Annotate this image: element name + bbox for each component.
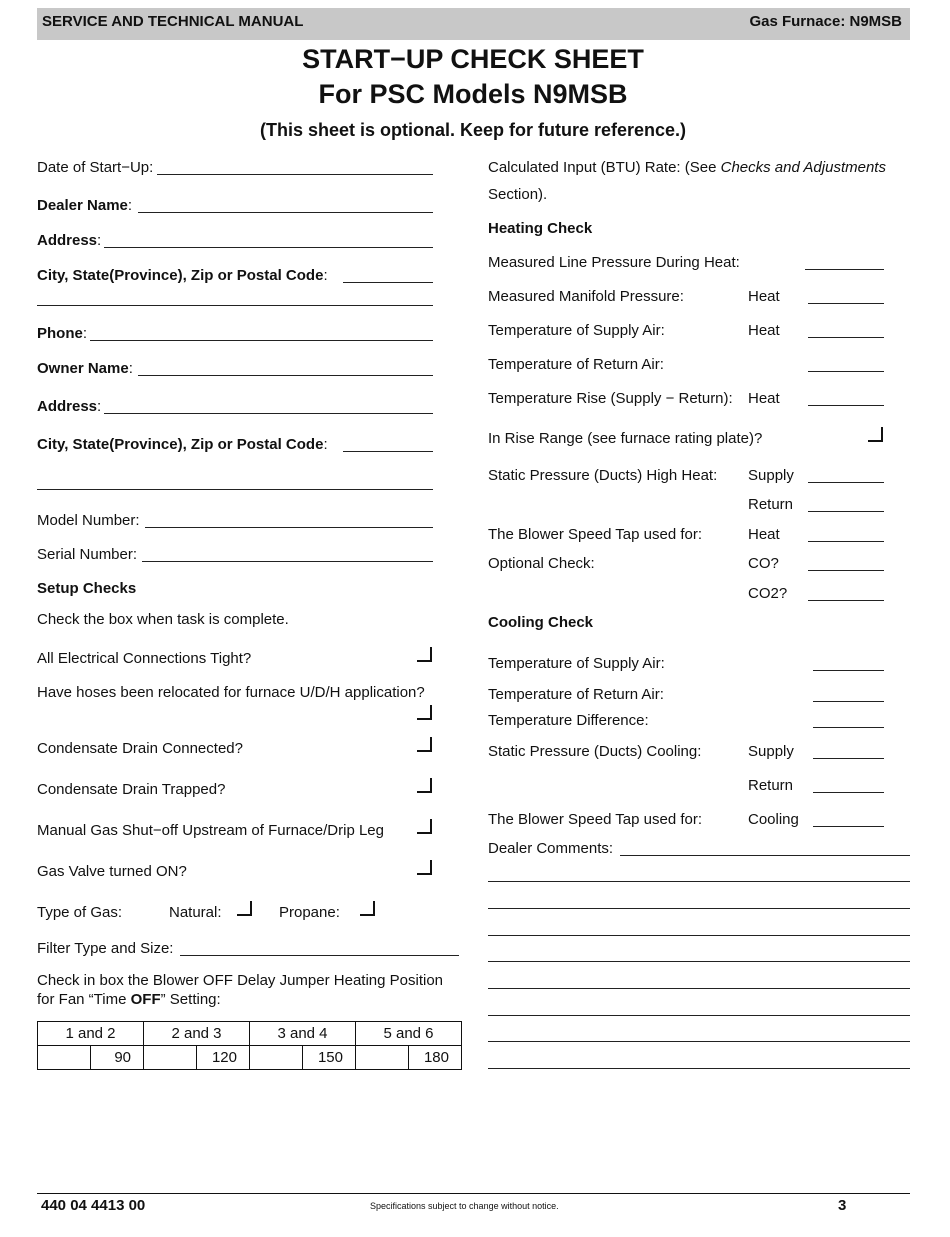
line-pressure-field[interactable] [805,269,884,270]
check-label-drain-connected: Condensate Drain Connected? [37,740,243,757]
blower-tap-cool-label: The Blower Speed Tap used for: [488,811,703,828]
dealer-comments-label: Dealer Comments: [488,840,614,857]
table-checkbox-cell[interactable] [250,1046,303,1070]
return-air-cool-field[interactable] [813,701,884,702]
model-title: Gas Furnace: N9MSB [749,13,902,30]
manual-title: SERVICE AND TECHNICAL MANUAL [42,13,304,30]
manifold-pressure-field[interactable] [808,303,884,304]
comments-line[interactable] [488,988,910,989]
static-cool-return-field[interactable] [813,792,884,793]
dealer-address-field[interactable] [104,247,433,248]
serial-number-label: Serial Number: [37,546,138,563]
check-label-drain-trapped: Condensate Drain Trapped? [37,781,226,798]
comments-line[interactable] [488,1041,910,1042]
filter-label: Filter Type and Size: [37,940,174,957]
checkbox-hoses[interactable] [417,705,432,720]
calc-input-label: Calculated Input (BTU) Rate: (See Checks and Adjustments [488,159,886,176]
natural-label: Natural: [169,904,222,921]
optional-note: (This sheet is optional. Keep for future reference.) [259,120,687,140]
dealer-name-field[interactable] [138,212,433,213]
table-header: 3 and 4 [250,1022,356,1046]
table-value: 180 [409,1046,462,1070]
calc-input-label-2: Section). [488,186,548,203]
manifold-heat-label: Heat [748,288,780,305]
table-header: 2 and 3 [144,1022,250,1046]
co-label: CO? [748,555,779,572]
dealer-name-label: Dealer Name: [37,197,133,214]
comments-line[interactable] [620,855,910,856]
blower-delay-instruction: Check in box the Blower OFF Delay Jumper Heating Position [37,972,444,989]
checkbox-natural[interactable] [237,901,252,916]
serial-number-field[interactable] [142,561,433,562]
dealer-city-field-2[interactable] [37,305,433,306]
comments-line[interactable] [488,1015,910,1016]
temp-rise-field[interactable] [808,405,884,406]
temp-rise-label: Temperature Rise (Supply − Return): [488,390,733,407]
line-pressure-label: Measured Line Pressure During Heat: [488,254,740,271]
static-heat-supply-field[interactable] [808,482,884,483]
table-value: 90 [91,1046,144,1070]
check-label-gas-valve: Gas Valve turned ON? [37,863,187,880]
checkbox-drain-trapped[interactable] [417,778,432,793]
check-label-gas-shutoff: Manual Gas Shut−off Upstream of Furnace/Drip Leg [37,822,384,839]
supply-air-heat-field[interactable] [808,337,884,338]
checkbox-drain-connected[interactable] [417,737,432,752]
return-air-cool-label: Temperature of Return Air: [488,686,664,703]
page-subtitle: For PSC Models N9MSB [318,79,628,109]
blower-tap-heat-label: The Blower Speed Tap used for: [488,526,703,543]
static-heat-return-field[interactable] [808,511,884,512]
owner-name-field[interactable] [138,375,433,376]
filter-field[interactable] [180,955,459,956]
table-header: 5 and 6 [356,1022,462,1046]
checkbox-propane[interactable] [360,901,375,916]
table-checkbox-cell[interactable] [38,1046,91,1070]
co-field[interactable] [808,570,884,571]
blower-delay-table [37,1021,462,1070]
static-cool-supply-label: Supply [748,743,794,760]
table-value: 120 [197,1046,250,1070]
static-cool-return-label: Return [748,777,794,794]
page-title: START−UP CHECK SHEET [302,44,644,74]
setup-checks-heading: Setup Checks [37,580,137,597]
comments-line[interactable] [488,1068,910,1069]
manifold-pressure-label: Measured Manifold Pressure: [488,288,684,305]
blower-delay-instruction-2: for Fan “Time OFF” Setting: [37,991,221,1008]
return-air-heat-label: Temperature of Return Air: [488,356,664,373]
model-number-field[interactable] [145,527,433,528]
supply-air-heat-label: Temperature of Supply Air: [488,322,665,339]
return-air-heat-field[interactable] [808,371,884,372]
co2-label: CO2? [748,585,788,602]
cooling-check-heading: Cooling Check [488,614,594,631]
dealer-city-label: City, State(Province), Zip or Postal Code: [37,267,328,284]
dealer-city-field[interactable] [343,282,433,283]
gas-type-label: Type of Gas: [37,904,123,921]
blower-tap-heat-field[interactable] [808,541,884,542]
propane-label: Propane: [279,904,340,921]
phone-label: Phone: [37,325,88,342]
dealer-address-label: Address: [37,232,102,249]
static-heat-supply-label: Supply [748,467,794,484]
owner-name-label: Owner Name: [37,360,133,377]
static-cool-supply-field[interactable] [813,758,884,759]
supply-air-heat-mode: Heat [748,322,780,339]
checkbox-gas-shutoff[interactable] [417,819,432,834]
table-header: 1 and 2 [38,1022,144,1046]
checkbox-electrical[interactable] [417,647,432,662]
comments-line[interactable] [488,881,910,882]
date-startup-field[interactable] [157,174,433,175]
comments-line[interactable] [488,961,910,962]
static-heat-return-label: Return [748,496,794,513]
check-instruction: Check the box when task is complete. [37,611,289,628]
owner-address-field[interactable] [104,413,433,414]
temp-diff-label: Temperature Difference: [488,712,649,729]
heating-check-heading: Heating Check [488,220,593,237]
optional-check-label: Optional Check: [488,555,595,572]
comments-line[interactable] [488,935,910,936]
table-value: 150 [303,1046,356,1070]
model-number-label: Model Number: [37,512,140,529]
owner-address-label: Address: [37,398,102,415]
footer-rule [37,1193,910,1194]
check-label-electrical: All Electrical Connections Tight? [37,650,252,667]
table-checkbox-cell[interactable] [356,1046,409,1070]
phone-field[interactable] [90,340,433,341]
static-heat-label: Static Pressure (Ducts) High Heat: [488,467,718,484]
owner-city-label: City, State(Province), Zip or Postal Code: [37,436,328,453]
blower-tap-heat-mode: Heat [748,526,780,543]
owner-city-field[interactable] [343,451,433,452]
checkbox-gas-valve[interactable] [417,860,432,875]
document-number: 440 04 4413 00 [41,1197,146,1214]
date-startup-label: Date of Start−Up: [37,159,154,176]
comments-line[interactable] [488,908,910,909]
temp-diff-field[interactable] [813,727,884,728]
blower-tap-cool-mode: Cooling [748,811,799,828]
footer-note: Specifications subject to change without notice. [370,1201,559,1211]
rise-range-label: In Rise Range (see furnace rating plate)? [488,430,763,447]
owner-city-field-2[interactable] [37,489,433,490]
co2-field[interactable] [808,600,884,601]
checkbox-rise-range[interactable] [868,427,883,442]
blower-tap-cool-field[interactable] [813,826,884,827]
supply-air-cool-label: Temperature of Supply Air: [488,655,665,672]
static-cool-label: Static Pressure (Ducts) Cooling: [488,743,702,760]
table-checkbox-cell[interactable] [144,1046,197,1070]
temp-rise-heat-label: Heat [748,390,780,407]
page-number: 3 [838,1197,847,1214]
supply-air-cool-field[interactable] [813,670,884,671]
check-label-hoses: Have hoses been relocated for furnace U/D/H application? [37,684,425,701]
